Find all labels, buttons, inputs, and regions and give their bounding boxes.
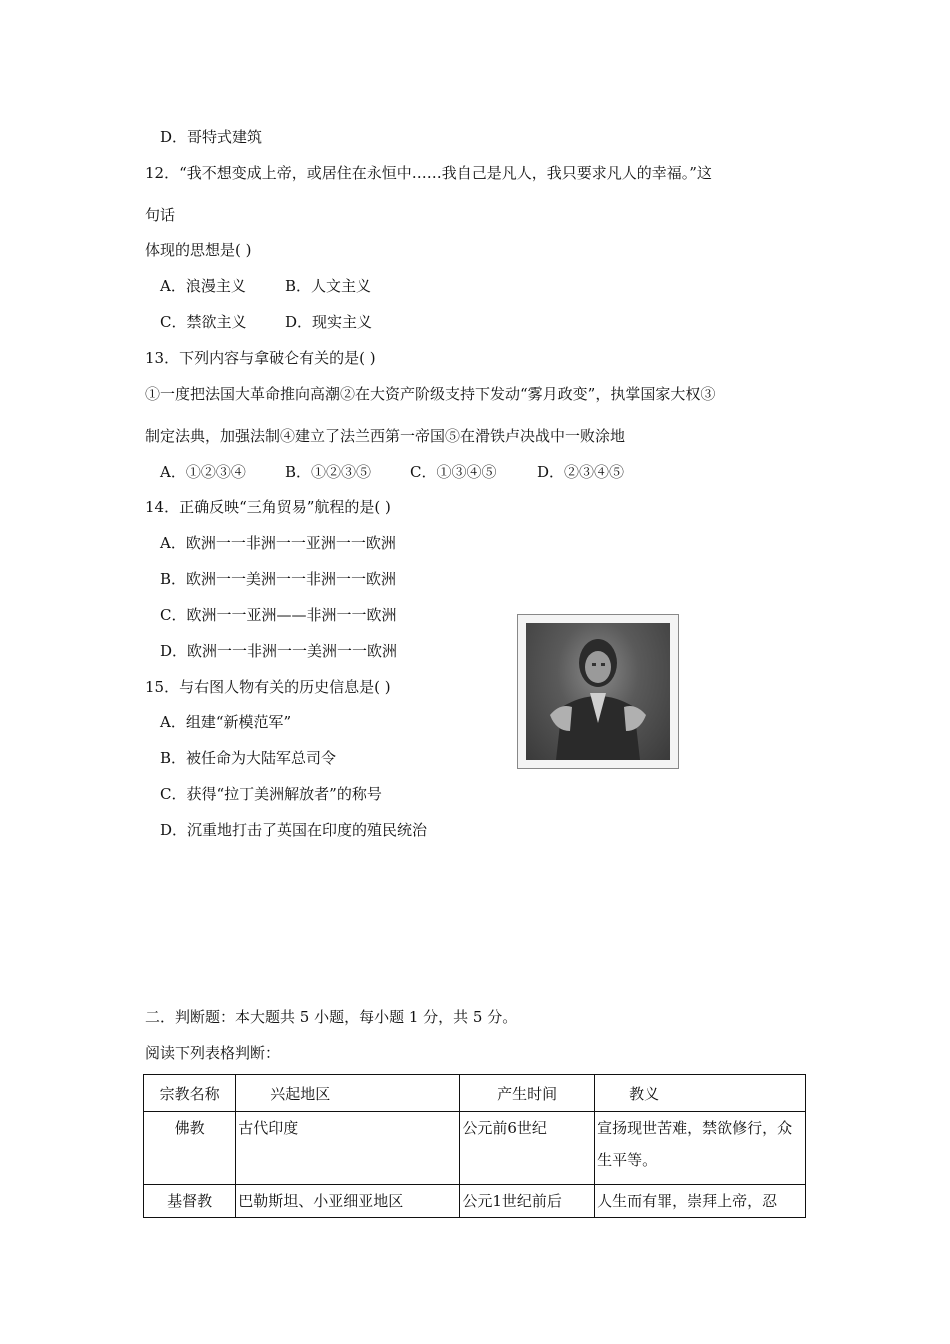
cell-origin-region: 古代印度 [236,1112,460,1185]
section2-intro: 阅读下列表格判断： [145,1044,281,1062]
q14-stem: 14．正确反映“三角贸易”航程的是( ) [145,498,391,516]
q12-stem-line3: 体现的思想是( ) [145,241,252,259]
q14-option-d: D．欧洲一一非洲一一美洲一一欧洲 [160,642,398,660]
q14-option-c: C．欧洲一一亚洲——非洲一一欧洲 [160,606,397,624]
q12-option-b: B．人文主义 [285,277,372,295]
q13-items-line1: ①一度把法国大革命推向高潮②在大资产阶级支持下发动“雾月政变”，执掌国家大权③ [145,385,716,403]
cell-origin-region: 巴勒斯坦、小亚细亚地区 [236,1185,460,1218]
q13-option-c: C．①③④⑤ [410,463,497,481]
q15-option-d: D．沉重地打击了英国在印度的殖民统治 [160,821,428,839]
table-header-row [144,1075,806,1112]
section2-heading: 二．判断题：本大题共 5 小题，每小题 1 分，共 5 分。 [145,1008,518,1026]
q12-stem-line1: 12．“我不想变成上帝，或居住在永恒中……我自己是凡人，我只要求凡人的幸福。”这 [145,164,712,182]
q15-option-c: C．获得“拉丁美洲解放者”的称号 [160,785,382,803]
q13-option-d: D．②③④⑤ [537,463,625,481]
q15-option-a: A．组建“新模范军” [160,713,292,731]
cell-doctrine: 宣扬现世苦难，禁欲修行，众生平等。 [595,1112,806,1185]
table-row [144,1185,806,1218]
cell-religion-name: 基督教 [144,1185,236,1218]
q15-stem: 15．与右图人物有关的历史信息是( ) [145,678,391,696]
header-doctrine: 教义 [595,1075,806,1112]
q11-option-d: D．哥特式建筑 [160,128,263,146]
portrait-figure [526,623,670,760]
cell-origin-time: 公元1世纪前后 [460,1185,595,1218]
historical-portrait-image [517,614,679,769]
q12-option-a: A．浪漫主义 [160,277,246,295]
q12-option-c: C．禁欲主义 [160,313,247,331]
q13-items-line2: 制定法典，加强法制④建立了法兰西第一帝国⑤在滑铁卢决战中一败涂地 [145,427,626,445]
cell-origin-time: 公元前6世纪 [460,1112,595,1185]
q14-option-a: A．欧洲一一非洲一一亚洲一一欧洲 [160,534,396,552]
religion-table [143,1074,806,1218]
cell-religion-name: 佛教 [144,1112,236,1185]
q13-option-b: B．①②③⑤ [285,463,372,481]
header-religion-name: 宗教名称 [144,1075,236,1112]
cell-doctrine: 人生而有罪，崇拜上帝，忍 [595,1185,806,1218]
q13-option-a: A．①②③④ [160,463,246,481]
q15-option-b: B．被任命为大陆军总司令 [160,749,337,767]
q14-option-b: B．欧洲一一美洲一一非洲一一欧洲 [160,570,397,588]
q13-stem: 13．下列内容与拿破仑有关的是( ) [145,349,376,367]
header-origin-time: 产生时间 [460,1075,595,1112]
q12-option-d: D．现实主义 [285,313,373,331]
q12-stem-line2: 句话 [145,206,176,224]
table-row [144,1112,806,1185]
header-origin-region: 兴起地区 [236,1075,460,1112]
